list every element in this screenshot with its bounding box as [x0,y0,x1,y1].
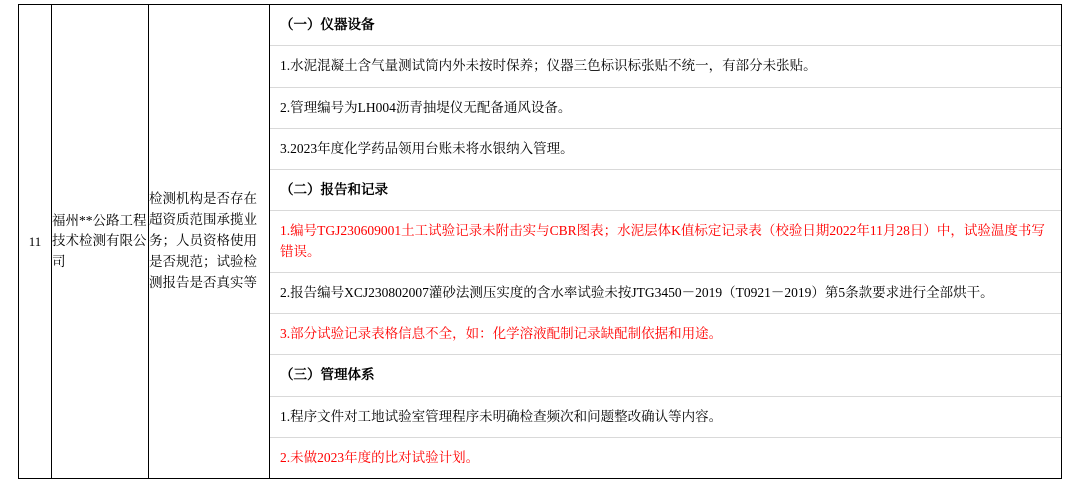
finding-row [270,5,1061,46]
finding-row [270,170,1061,211]
finding-row [270,355,1061,396]
finding-row [270,314,1061,355]
finding-item-2-2: 2.报告编号XCJ230802007灌砂法测压实度的含水率试验未按JTG3450－2019（T0921－2019）第5条款要求进行全部烘干。 [270,272,1061,313]
inspection-table [18,4,1062,479]
finding-row [270,437,1061,478]
table-row [19,5,1062,479]
finding-item-2-3: 3.部分试验记录表格信息不全，如：化学溶液配制记录缺配制依据和用途。 [270,314,1061,355]
finding-row [270,396,1061,437]
row-index-cell: 11 [19,5,52,479]
finding-heading-instruments: （一）仪器设备 [270,5,1061,46]
finding-row [270,128,1061,169]
finding-row [270,46,1061,87]
finding-row [270,272,1061,313]
organization-cell: 福州**公路工程技术检测有限公司 [52,5,149,479]
finding-row [270,87,1061,128]
finding-item-1-1: 1.水泥混凝土含气量测试筒内外未按时保养；仪器三色标识标张贴不统一，有部分未张贴。 [270,46,1061,87]
findings-table [270,5,1061,478]
finding-heading-management: （三）管理体系 [270,355,1061,396]
document-page [0,4,1080,474]
finding-item-1-2: 2.管理编号为LH004沥青抽堤仪无配备通风设备。 [270,87,1061,128]
finding-row [270,211,1061,273]
finding-item-3-1: 1.程序文件对工地试验室管理程序未明确检查频次和问题整改确认等内容。 [270,396,1061,437]
finding-item-1-3: 3.2023年度化学药品领用台账未将水银纳入管理。 [270,128,1061,169]
finding-item-3-2: 2.未做2023年度的比对试验计划。 [280,449,480,465]
findings-cell [270,5,1062,479]
finding-heading-reports: （二）报告和记录 [270,170,1061,211]
finding-item-2-1: 1.编号TGJ230609001土工试验记录未附击实与CBR图表；水泥层体K值标定记录表（校验日期2022年11月28日）中，试验温度书写错误。 [270,211,1061,273]
scope-cell: 检测机构是否存在超资质范围承揽业务；人员资格使用是否规范；试验检测报告是否真实等 [149,5,270,479]
